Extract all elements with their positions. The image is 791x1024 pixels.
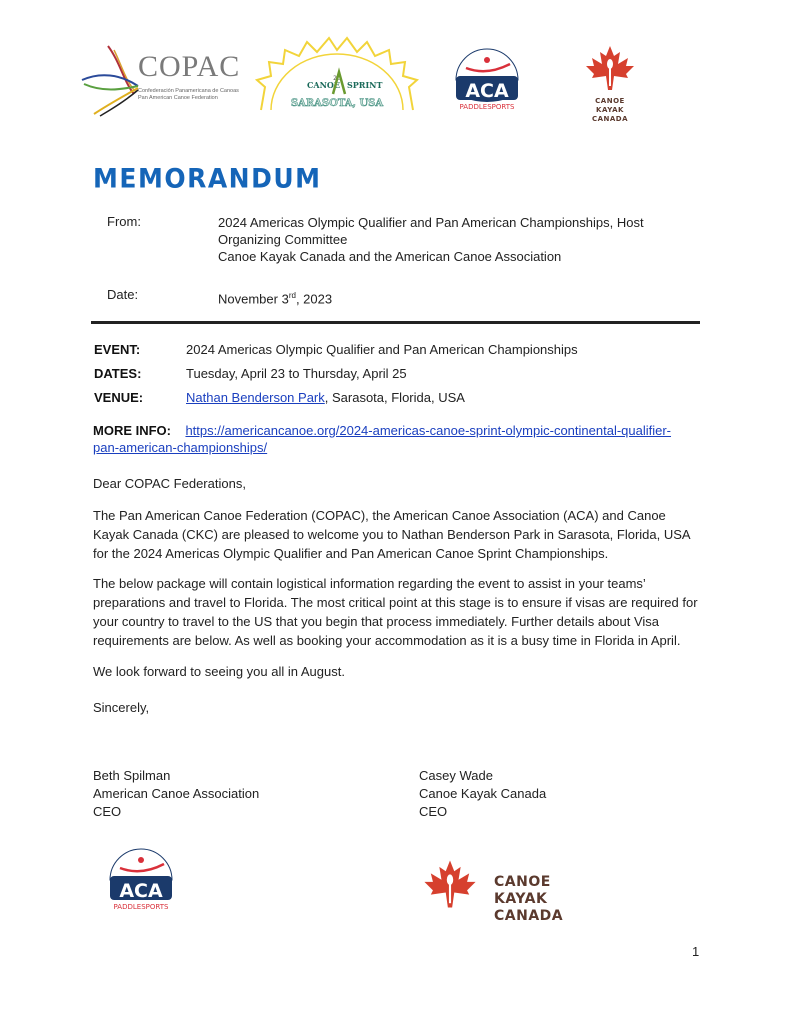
venue-location: , Sarasota, Florida, USA — [324, 390, 465, 405]
svg-text:SPRINT: SPRINT — [347, 80, 383, 90]
svg-text:20: 20 — [333, 75, 341, 82]
signer-name: Beth Spilman — [93, 768, 171, 783]
maple-leaf-paddle-icon — [418, 852, 482, 916]
svg-text:ACA: ACA — [465, 80, 509, 102]
page-number: 1 — [692, 944, 700, 959]
date-ordinal: rd — [288, 291, 296, 300]
from-line1: 2024 Americas Olympic Qualifier and Pan American Championships, Host — [218, 215, 644, 230]
canoe-kayak-canada-logo-footer — [418, 852, 608, 924]
from-line2: Organizing Committee — [218, 232, 348, 247]
signer-org: Canoe Kayak Canada — [419, 786, 547, 801]
closing: Sincerely, — [93, 700, 150, 715]
maple-leaf-paddle-icon — [580, 44, 640, 92]
ckc-wordmark-top — [580, 97, 640, 124]
canoe-sprint-sarasota-logo — [255, 32, 420, 112]
body-paragraph-2: The below package will contain logistical information regarding the event to assist in your teams’ preparations and travel to Florida. The most critical point at this stage is to ensure if visas are required for your country to travel to the US that you begin that process immediately. Further details about Visa requirements are below. As well as booking your accommodation as it is a busy time in Florida in April. — [93, 576, 698, 648]
aca-paddlesports-logo — [452, 46, 522, 112]
copac-subtitle-line1: Confederación Panamericana de Canoas — [138, 88, 239, 94]
dates-label: DATES: — [94, 366, 142, 381]
aca-badge-icon — [106, 846, 176, 912]
more-info-link[interactable] — [93, 423, 671, 455]
ckc-line1: CANOE KAYAK — [494, 874, 551, 907]
aca-paddlesports-logo-footer — [106, 846, 176, 912]
from-line3: Canoe Kayak Canada and the American Canoe Association — [218, 249, 562, 264]
date-year: , 2023 — [295, 291, 333, 307]
signer-title: CEO — [419, 804, 448, 819]
canoe-kayak-canada-logo-top — [580, 44, 640, 123]
sun-badge-icon — [255, 32, 420, 112]
svg-text:PADDLESPORTS: PADDLESPORTS — [459, 103, 515, 111]
event-value: 2024 Americas Olympic Qualifier and Pan American Championships — [186, 342, 578, 357]
aca-badge-icon — [452, 46, 522, 112]
date-day: November 3 — [218, 291, 289, 307]
copac-subtitle-line2: Pan American Canoe Federation — [138, 95, 218, 101]
event-label: EVENT: — [94, 342, 141, 357]
svg-text:ACA: ACA — [119, 880, 163, 902]
date-label: Date: — [107, 287, 139, 302]
ckc-line2: CANADA — [494, 908, 564, 924]
svg-text:CANOE: CANOE — [307, 80, 340, 90]
date-value — [218, 287, 332, 307]
signature-block-ckc — [419, 767, 546, 821]
body-paragraph-1: The Pan American Canoe Federation (COPAC), the American Canoe Association (ACA) and Canoe Kayak Canada (CKC) are pleased to welcome you to Nathan Benderson Park in Sarasota, Florida, USA for the 2024 Americas Olympic Qualifier and Pan American Canoe Sprint Championships. — [93, 508, 690, 561]
header-divider — [91, 321, 700, 324]
dates-value: Tuesday, April 23 to Thursday, April 25 — [186, 366, 407, 381]
more-info-label: MORE INFO: — [93, 423, 171, 438]
signer-title: CEO — [93, 804, 122, 819]
venue-label: VENUE: — [94, 390, 144, 405]
page-title: MEMORANDUM — [93, 163, 322, 194]
body-paragraph-3: We look forward to seeing you all in August. — [93, 664, 345, 679]
copac-subtitle — [138, 88, 248, 102]
copac-logo — [80, 42, 250, 117]
more-info-row — [93, 422, 703, 456]
copac-swoosh-icon — [80, 42, 140, 117]
venue-value — [186, 390, 465, 405]
signature-block-aca — [93, 767, 259, 821]
ckc-wordmark-footer — [494, 874, 608, 925]
from-label: From: — [107, 214, 141, 229]
ckc-line2: CANADA — [591, 115, 629, 123]
ckc-line1: CANOE KAYAK — [595, 97, 625, 114]
svg-text:SARASOTA, USA: SARASOTA, USA — [290, 98, 384, 109]
signer-org: American Canoe Association — [93, 786, 260, 801]
salutation: Dear COPAC Federations, — [93, 476, 246, 491]
more-info-link-line1: https://americancanoe.org/2024-americas-canoe-sprint-olympic-continental-qualifier- — [185, 423, 672, 438]
signer-name: Casey Wade — [419, 768, 493, 783]
copac-wordmark: COPAC — [138, 50, 241, 83]
svg-text:PADDLESPORTS: PADDLESPORTS — [113, 903, 169, 911]
from-value — [218, 214, 644, 265]
venue-link[interactable]: Nathan Benderson Park — [186, 390, 325, 405]
more-info-link-line2: pan-american-championships/ — [93, 440, 268, 455]
